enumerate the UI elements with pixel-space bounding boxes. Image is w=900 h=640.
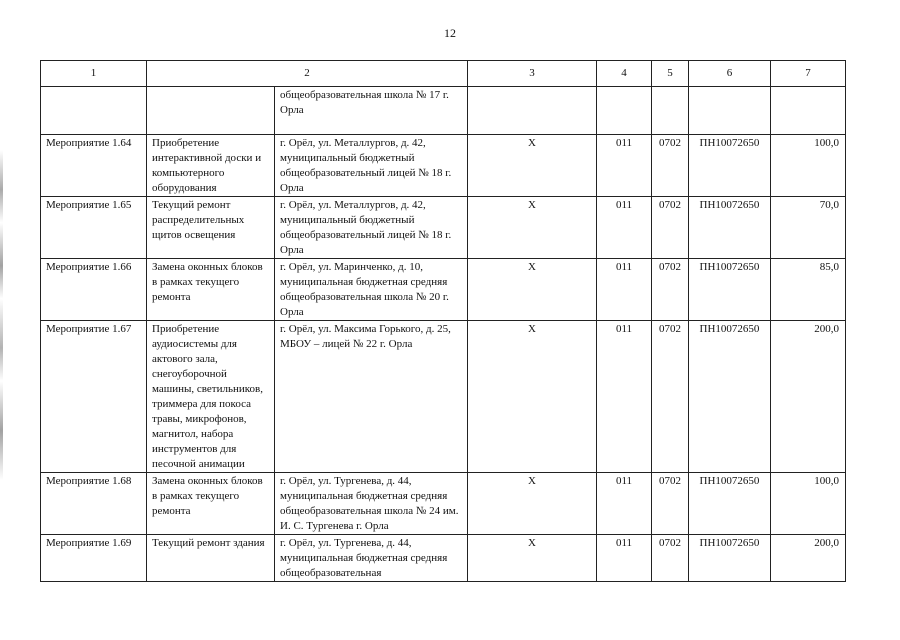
table-row [41, 473, 846, 535]
cell-col3: Х [468, 535, 597, 582]
cell-col7: 70,0 [771, 197, 846, 259]
cell-name: Приобретение аудиосистемы для актового зала, снегоуборочной машины, светильников, триммера для покоса травы, микрофонов, магнитол, набора инструментов для песочной анимации [147, 321, 275, 473]
cell-col5: 0702 [652, 321, 689, 473]
cell-id: Мероприятие 1.69 [41, 535, 147, 582]
cell-address: г. Орёл, ул. Металлургов, д. 42, муниципальный бюджетный общеобразовательный лицей № 18 г. Орла [275, 197, 468, 259]
cell-col6: ПН10072650 [689, 197, 771, 259]
header-col-4: 4 [597, 61, 652, 87]
cell-id [41, 87, 147, 135]
header-col-1: 1 [41, 61, 147, 87]
cell-col5: 0702 [652, 473, 689, 535]
cell-name: Приобретение интерактивной доски и компьютерного оборудования [147, 135, 275, 197]
cell-col5: 0702 [652, 135, 689, 197]
table-row [41, 259, 846, 321]
cell-col3: Х [468, 259, 597, 321]
cell-col4: 011 [597, 197, 652, 259]
cell-col4: 011 [597, 473, 652, 535]
cell-id: Мероприятие 1.67 [41, 321, 147, 473]
header-col-7: 7 [771, 61, 846, 87]
table-row [41, 135, 846, 197]
cell-id: Мероприятие 1.66 [41, 259, 147, 321]
cell-col7: 100,0 [771, 473, 846, 535]
cell-name [147, 87, 275, 135]
cell-id: Мероприятие 1.65 [41, 197, 147, 259]
cell-col6: ПН10072650 [689, 473, 771, 535]
cell-col5: 0702 [652, 535, 689, 582]
cell-address: г. Орёл, ул. Металлургов, д. 42, муниципальный бюджетный общеобразовательный лицей № 18 г. Орла [275, 135, 468, 197]
cell-col7: 200,0 [771, 321, 846, 473]
scan-edge-artifact [0, 150, 3, 480]
cell-col7: 100,0 [771, 135, 846, 197]
cell-col4: 011 [597, 135, 652, 197]
cell-col5: 0702 [652, 259, 689, 321]
cell-col6: ПН10072650 [689, 321, 771, 473]
cell-col4 [597, 87, 652, 135]
cell-name: Замена оконных блоков в рамках текущего ремонта [147, 473, 275, 535]
table-row [41, 197, 846, 259]
cell-id: Мероприятие 1.68 [41, 473, 147, 535]
table-row [41, 535, 846, 582]
cell-address: г. Орёл, ул. Маринченко, д. 10, муниципальная бюджетная средняя общеобразовательная школа № 20 г. Орла [275, 259, 468, 321]
cell-name: Текущий ремонт распределительных щитов освещения [147, 197, 275, 259]
header-col-6: 6 [689, 61, 771, 87]
cell-id: Мероприятие 1.64 [41, 135, 147, 197]
table-row-continued [41, 87, 846, 135]
cell-col5 [652, 87, 689, 135]
cell-name: Замена оконных блоков в рамках текущего ремонта [147, 259, 275, 321]
cell-col5: 0702 [652, 197, 689, 259]
cell-address: общеобразовательная школа № 17 г. Орла [275, 87, 468, 135]
header-row [41, 61, 846, 87]
header-col-2: 2 [147, 61, 468, 87]
cell-col3: Х [468, 473, 597, 535]
table-row [41, 321, 846, 473]
cell-col6: ПН10072650 [689, 135, 771, 197]
cell-col6 [689, 87, 771, 135]
cell-col4: 011 [597, 535, 652, 582]
cell-col4: 011 [597, 321, 652, 473]
cell-col7: 85,0 [771, 259, 846, 321]
header-col-5: 5 [652, 61, 689, 87]
budget-table [40, 60, 846, 582]
cell-col6: ПН10072650 [689, 259, 771, 321]
cell-col3: Х [468, 135, 597, 197]
cell-address: г. Орёл, ул. Тургенева, д. 44, муниципальная бюджетная средняя общеобразовательная школа № 24 им. И. С. Тургенева г. Орла [275, 473, 468, 535]
cell-address: г. Орёл, ул. Тургенева, д. 44, муниципальная бюджетная средняя общеобразовательная [275, 535, 468, 582]
header-col-3: 3 [468, 61, 597, 87]
cell-col4: 011 [597, 259, 652, 321]
cell-col3: Х [468, 197, 597, 259]
page-number: 12 [444, 26, 456, 40]
cell-col3: Х [468, 321, 597, 473]
cell-col6: ПН10072650 [689, 535, 771, 582]
cell-col3 [468, 87, 597, 135]
cell-address: г. Орёл, ул. Максима Горького, д. 25, МБОУ – лицей № 22 г. Орла [275, 321, 468, 473]
cell-col7: 200,0 [771, 535, 846, 582]
cell-name: Текущий ремонт здания [147, 535, 275, 582]
cell-col7 [771, 87, 846, 135]
